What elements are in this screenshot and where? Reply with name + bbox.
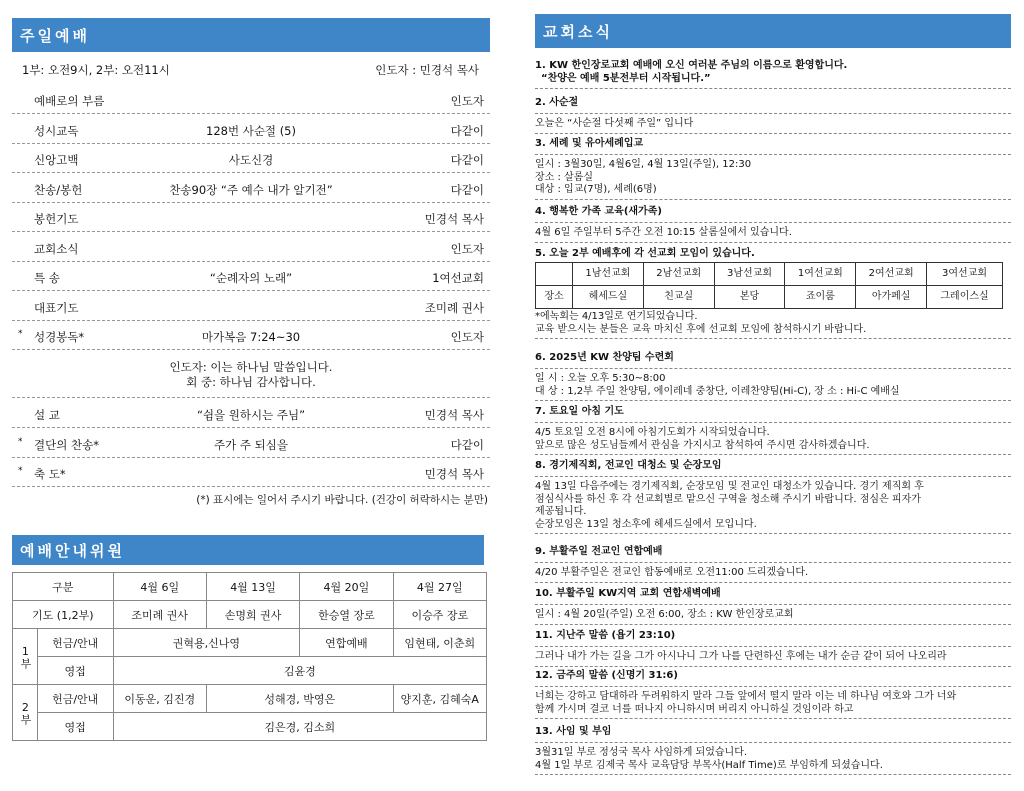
order-item-person: 다같이 — [450, 123, 484, 138]
usher-cell: 양지훈, 김혜숙A — [393, 685, 486, 713]
worship-order-row — [12, 203, 490, 232]
standing-note: (*) 표시에는 일어서 주시기 바랍니다. (건강이 허락하시는 분만) — [196, 494, 488, 506]
news-item-1 — [535, 60, 1011, 89]
order-item-content: 마가복음 7:24~30 — [201, 330, 301, 344]
worship-order-row — [12, 292, 490, 321]
news-6-title: 6. 2025년 KW 찬양팀 수련회 — [535, 352, 1011, 369]
usher-cell: 이동운, 김진경 — [113, 685, 206, 713]
news-item-13 — [535, 726, 1011, 775]
ushers-title: 예배안내위원 — [20, 541, 125, 560]
order-item-name: 대표기도 — [34, 300, 79, 315]
usher-cell: 권혁용,신나영 — [113, 629, 300, 657]
order-item-person: 민경석 목사 — [424, 408, 484, 422]
news-6-line: 대 상 : 1,2부 주일 찬양팀, 에이레네 중창단, 이레찬양팀(Hi-C), 장 소 : Hi-C 예배실 — [535, 385, 900, 397]
order-item-content: 찬송90장 “주 예수 내가 알기전” — [169, 182, 333, 197]
order-item-name: 축 도* — [34, 467, 66, 481]
worship-response — [12, 360, 490, 390]
news-2-title: 2. 사순절 — [535, 97, 1011, 114]
news-item-5 — [535, 248, 1011, 339]
usher-cell: 임현태, 이춘희 — [393, 629, 486, 657]
order-item-name: 예배로의 부름 — [34, 94, 105, 108]
order-item-person: 다같이 — [450, 182, 484, 197]
order-item-content: “순례자의 노래” — [209, 271, 293, 285]
order-item-name: 성시교독 — [34, 123, 79, 138]
news-13-title: 13. 사임 및 부임 — [535, 726, 1011, 743]
order-item-name: 신앙고백 — [34, 153, 79, 167]
news-3-line: 대상 : 입교(7명), 세례(6명) — [535, 184, 657, 195]
news-1-sub: “찬양은 예배 5분전부터 시작됩니다.” — [535, 73, 1011, 90]
news-7-body — [535, 423, 1011, 455]
order-item-person: 다같이 — [450, 437, 484, 452]
news-6-line: 일 시 : 오늘 오후 5:30~8:00 — [535, 373, 666, 384]
order-item-content: 사도신경 — [228, 153, 274, 167]
usher-cell: 영접 — [37, 657, 113, 685]
news-10-title: 10. 부활주일 KW지역 교회 연합새벽예배 — [535, 588, 1011, 605]
order-item-person: 다같이 — [450, 153, 484, 167]
news-11-title: 11. 지난주 말씀 (욥기 23:10) — [535, 630, 1011, 647]
news-11-body: 그러나 내가 가는 길을 그가 아시나니 그가 나를 단련하신 후에는 내가 순금 같이 되어 나오리라 — [535, 647, 1011, 667]
news-6-body — [535, 369, 1011, 401]
news-10-body: 일시 : 4월 20일(주일) 오전 6:00, 장소 : KW 한인장로교회 — [535, 605, 1011, 625]
news-9-title: 9. 부활주일 전교인 연합예배 — [535, 546, 1011, 563]
usher-header-cell: 4월 27일 — [393, 573, 486, 601]
order-item-name: 교회소식 — [34, 241, 79, 256]
news-13-line: 4월 1일 부로 김제국 목사 교육담당 부목사(Half Time)로 부임하게 되셨습니다. — [535, 759, 883, 771]
news-13-line: 3월31일 부로 정성국 목사 사임하게 되었습니다. — [535, 747, 748, 758]
worship-order-row — [12, 429, 490, 458]
order-item-name: 봉헌기도 — [34, 212, 79, 226]
order-item-content: 128번 사순절 (5) — [206, 123, 296, 138]
news-item-9 — [535, 546, 1011, 583]
news-3-line: 장소 : 살롬실 — [535, 171, 594, 183]
usher-cell: 김윤경 — [113, 657, 486, 685]
usher-cell: 한승열 장로 — [300, 601, 393, 629]
mission-cell: 3여선교회 — [927, 263, 1003, 286]
news-5-line: 교육 받으시는 분들은 교육 마치신 후에 선교회 모임에 참석하시기 바랍니다. — [535, 323, 867, 335]
usher-cell: 이승주 장로 — [393, 601, 486, 629]
worship-leader: 인도자 : 민경석 목사 — [375, 63, 479, 77]
mission-cell: 본당 — [714, 286, 785, 309]
mission-cell: 2남선교회 — [643, 263, 714, 286]
worship-order-row — [12, 174, 490, 203]
news-item-2 — [535, 97, 1011, 134]
order-item-name: 설 교 — [34, 408, 60, 422]
worship-title: 주일예배 — [20, 26, 90, 45]
ushers-table — [12, 572, 487, 741]
order-item-name: 찬송/봉헌 — [34, 182, 83, 197]
worship-order-row — [12, 399, 490, 428]
mission-cell: 헤세드실 — [573, 286, 644, 309]
news-4-body: 4월 6일 주일부터 5주간 오전 10:15 살롬실에서 있습니다. — [535, 223, 1011, 243]
usher-header-cell: 4월 6일 — [113, 573, 206, 601]
divider — [12, 397, 490, 398]
order-item-content: 주가 주 되심을 — [214, 437, 288, 452]
news-3-body — [535, 155, 1011, 200]
news-8-body — [535, 477, 1011, 534]
usher-cell: 성해경, 박영은 — [206, 685, 393, 713]
worship-header — [12, 18, 490, 52]
mission-cell: 3남선교회 — [714, 263, 785, 286]
usher-cell: 영접 — [37, 713, 113, 741]
order-item-person: 인도자 — [450, 241, 484, 256]
response-leader: 인도자: 이는 하나님 말씀입니다. — [169, 360, 333, 374]
mission-cell: 장소 — [536, 286, 573, 309]
order-item-name: 성경봉독* — [34, 330, 85, 344]
mission-table — [535, 262, 1003, 309]
mission-cell: 죠이룸 — [785, 286, 856, 309]
worship-order-row — [12, 115, 490, 144]
news-12-body — [535, 687, 1011, 719]
usher-cell: 연합예배 — [300, 629, 393, 657]
news-7-line: 앞으로 많은 성도님들께서 관심을 가지시고 참석하여 주시면 감사하겠습니다. — [535, 439, 870, 451]
news-1-title: 1. KW 한인장로교회 예배에 오신 여러분 주님의 이름으로 환영합니다. — [535, 60, 848, 71]
news-4-title: 4. 행복한 가족 교육(새가족) — [535, 206, 1011, 223]
news-8-line: 점심식사를 하신 후 각 선교회별로 맡으신 구역을 청소해 주시기 바랍니다. 점심은 피자가 — [535, 493, 921, 505]
mission-cell: 2여선교회 — [856, 263, 927, 286]
news-2-body: 오늘은 “사순절 다섯째 주일” 입니다 — [535, 114, 1011, 134]
order-item-person: 민경석 목사 — [424, 212, 484, 226]
worship-order-row — [12, 85, 490, 114]
news-9-body: 4/20 부활주일은 전교인 합동예배로 오전11:00 드리겠습니다. — [535, 563, 1011, 583]
news-12-line: 함께 가시며 결코 너를 떠나지 아니하시며 버리지 아니하실 것임이라 하고 — [535, 703, 854, 715]
mission-cell: 아가페실 — [856, 286, 927, 309]
order-item-person: 인도자 — [450, 94, 484, 108]
news-item-8 — [535, 460, 1011, 534]
order-item-person: 민경석 목사 — [424, 467, 484, 481]
usher-header-cell: 구분 — [13, 573, 114, 601]
mission-cell — [536, 263, 573, 286]
order-star-mark: * — [18, 466, 23, 476]
order-item-name: 결단의 찬송* — [34, 437, 99, 452]
worship-times: 1부: 오전9시, 2부: 오전11시 — [22, 63, 170, 77]
news-13-body — [535, 743, 1011, 775]
news-item-6 — [535, 352, 1011, 401]
news-8-title: 8. 경기제직회, 전교인 대청소 및 순장모임 — [535, 460, 1011, 477]
worship-order-row — [12, 321, 490, 350]
usher-cell: 헌금/안내 — [37, 685, 113, 713]
news-item-4 — [535, 206, 1011, 243]
news-5-title: 5. 오늘 2부 예배후에 각 선교회 모임이 있습니다. — [535, 248, 755, 259]
usher-cell: 조미례 권사 — [113, 601, 206, 629]
usher-cell: 김은경, 김소희 — [113, 713, 486, 741]
mission-cell: 1여선교회 — [785, 263, 856, 286]
news-12-line: 너희는 강하고 담대하라 두려워하지 말라 그들 앞에서 떨지 말라 이는 네 하나님 여호와 그가 너와 — [535, 691, 957, 702]
order-item-name: 특 송 — [34, 271, 60, 285]
response-congregation: 회 중: 하나님 감사합니다. — [186, 375, 316, 389]
news-header — [535, 14, 1011, 48]
news-item-7 — [535, 406, 1011, 455]
usher-header-cell: 4월 13일 — [206, 573, 299, 601]
ushers-header — [12, 535, 484, 565]
news-8-line: 제공됩니다. — [535, 506, 587, 517]
usher-part-1: 1부 — [13, 629, 38, 685]
news-3-line: 일시 : 3월30일, 4월6일, 4월 13일(주일), 12:30 — [535, 159, 752, 170]
news-12-title: 12. 금주의 말씀 (신명기 31:6) — [535, 670, 1011, 687]
worship-order-row — [12, 144, 490, 173]
worship-order-row — [12, 262, 490, 291]
mission-cell: 1남선교회 — [573, 263, 644, 286]
news-5-body — [535, 309, 1011, 339]
worship-order-row — [12, 458, 490, 487]
news-7-line: 4/5 토요일 오전 8시에 아침기도회가 시작되었습니다. — [535, 427, 770, 438]
usher-cell: 헌금/안내 — [37, 629, 113, 657]
news-item-11 — [535, 630, 1011, 667]
order-item-person: 1여선교회 — [432, 271, 484, 285]
news-item-3 — [535, 138, 1011, 200]
mission-cell: 친교실 — [643, 286, 714, 309]
worship-order-row — [12, 233, 490, 262]
news-title: 교회소식 — [543, 22, 613, 41]
order-star-mark: * — [18, 329, 23, 339]
news-3-title: 3. 세례 및 유아세례입교 — [535, 138, 1011, 155]
usher-part-2: 2부 — [13, 685, 38, 741]
order-star-mark: * — [18, 436, 23, 447]
usher-cell: 기도 (1,2부) — [13, 601, 114, 629]
news-item-12 — [535, 670, 1011, 719]
news-item-10 — [535, 588, 1011, 625]
news-7-title: 7. 토요일 아침 기도 — [535, 406, 1011, 423]
news-8-line: 순장모임은 13일 청소후에 헤세드실에서 모입니다. — [535, 518, 757, 530]
order-item-content: “쉼을 원하시는 주님” — [196, 408, 306, 422]
usher-cell: 손명희 권사 — [206, 601, 299, 629]
order-item-person: 인도자 — [450, 330, 484, 344]
news-5-line: *에녹회는 4/13일로 연기되었습니다. — [535, 311, 698, 322]
order-item-person: 조미례 권사 — [424, 300, 484, 315]
usher-header-cell: 4월 20일 — [300, 573, 393, 601]
mission-cell: 그레이스실 — [927, 286, 1003, 309]
news-8-line: 4월 13일 다음주에는 경기제직회, 순장모임 및 전교인 대청소가 있습니다. 경기 제직회 후 — [535, 481, 924, 492]
